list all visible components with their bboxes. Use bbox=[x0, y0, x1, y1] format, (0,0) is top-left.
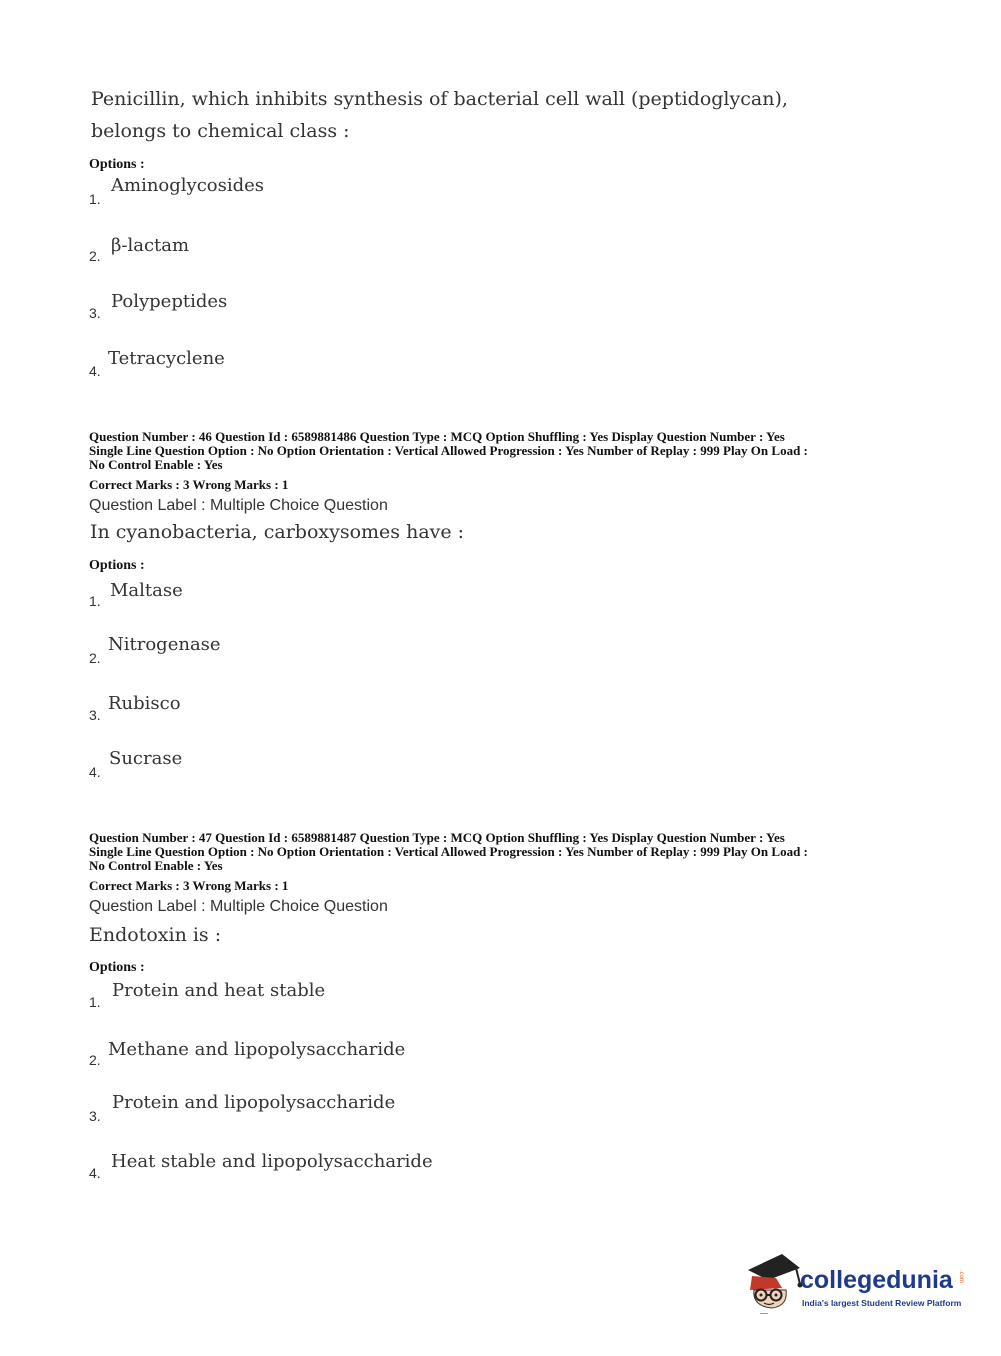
logo-name: collegedunia bbox=[800, 1266, 953, 1294]
q47-meta-line2: Single Line Question Option : No Option Orientation : Vertical Allowed Progression : Yes Number of Replay : 999 Play On Load : bbox=[89, 844, 808, 859]
logo-suffix: .com bbox=[958, 1270, 964, 1284]
q45-stem-line2: belongs to chemical class : bbox=[91, 120, 350, 142]
q45-option-3-text: Polypeptides bbox=[111, 291, 228, 312]
q47-option-2-number: 2. bbox=[89, 1052, 101, 1068]
q47-option-1-text: Protein and heat stable bbox=[112, 980, 326, 1001]
q46-marks: Correct Marks : 3 Wrong Marks : 1 bbox=[89, 477, 289, 492]
q46-option-2-text: Nitrogenase bbox=[108, 634, 221, 655]
q45-stem-line1: Penicillin, which inhibits synthesis of bacterial cell wall (peptidoglycan), bbox=[91, 88, 788, 110]
q47-stem: Endotoxin is : bbox=[89, 924, 222, 946]
logo-tagline: India's largest Student Review Platform bbox=[802, 1298, 962, 1308]
q46-option-4-number: 4. bbox=[89, 764, 101, 780]
footer-mark bbox=[760, 1313, 768, 1314]
q47-option-1-number: 1. bbox=[89, 994, 101, 1010]
q46-option-1-number: 1. bbox=[89, 593, 101, 609]
q46-options-label: Options : bbox=[89, 558, 145, 573]
q46-stem: In cyanobacteria, carboxysomes have : bbox=[90, 521, 465, 543]
q47-option-2-text: Methane and lipopolysaccharide bbox=[108, 1039, 406, 1060]
mascot-icon bbox=[742, 1248, 804, 1314]
q47-option-3-number: 3. bbox=[89, 1108, 101, 1124]
q45-option-4-number: 4. bbox=[89, 363, 101, 379]
q46-option-4-text: Sucrase bbox=[109, 748, 183, 769]
q47-meta-line3: No Control Enable : Yes bbox=[89, 858, 223, 873]
q46-option-1-text: Maltase bbox=[110, 580, 183, 601]
q46-meta-line1: Question Number : 46 Question Id : 6589881486 Question Type : MCQ Option Shuffling : Yes Display Question Number : Yes bbox=[89, 429, 785, 444]
q47-meta-line1: Question Number : 47 Question Id : 6589881487 Question Type : MCQ Option Shuffling : Yes Display Question Number : Yes bbox=[89, 830, 785, 845]
q47-marks: Correct Marks : 3 Wrong Marks : 1 bbox=[89, 878, 289, 893]
q45-option-4-text: Tetracyclene bbox=[108, 348, 225, 369]
q46-question-label: Question Label : Multiple Choice Question bbox=[89, 497, 388, 514]
q45-option-2-number: 2. bbox=[89, 248, 101, 264]
q45-option-3-number: 3. bbox=[89, 305, 101, 321]
q47-option-4-number: 4. bbox=[89, 1165, 101, 1181]
q45-options-label: Options : bbox=[89, 157, 145, 172]
collegedunia-logo[interactable] bbox=[742, 1248, 972, 1320]
q46-option-2-number: 2. bbox=[89, 650, 101, 666]
q46-meta-line2: Single Line Question Option : No Option Orientation : Vertical Allowed Progression : Yes Number of Replay : 999 Play On Load : bbox=[89, 443, 808, 458]
q47-option-4-text: Heat stable and lipopolysaccharide bbox=[111, 1151, 433, 1172]
q47-question-label: Question Label : Multiple Choice Question bbox=[89, 898, 388, 915]
q46-option-3-number: 3. bbox=[89, 707, 101, 723]
q46-meta-line3: No Control Enable : Yes bbox=[89, 457, 223, 472]
q46-option-3-text: Rubisco bbox=[108, 693, 181, 714]
q45-option-1-number: 1. bbox=[89, 191, 101, 207]
q45-option-1-text: Aminoglycosides bbox=[111, 175, 265, 196]
q47-option-3-text: Protein and lipopolysaccharide bbox=[112, 1092, 396, 1113]
q47-options-label: Options : bbox=[89, 960, 145, 975]
q45-option-2-text: β-lactam bbox=[111, 235, 190, 256]
